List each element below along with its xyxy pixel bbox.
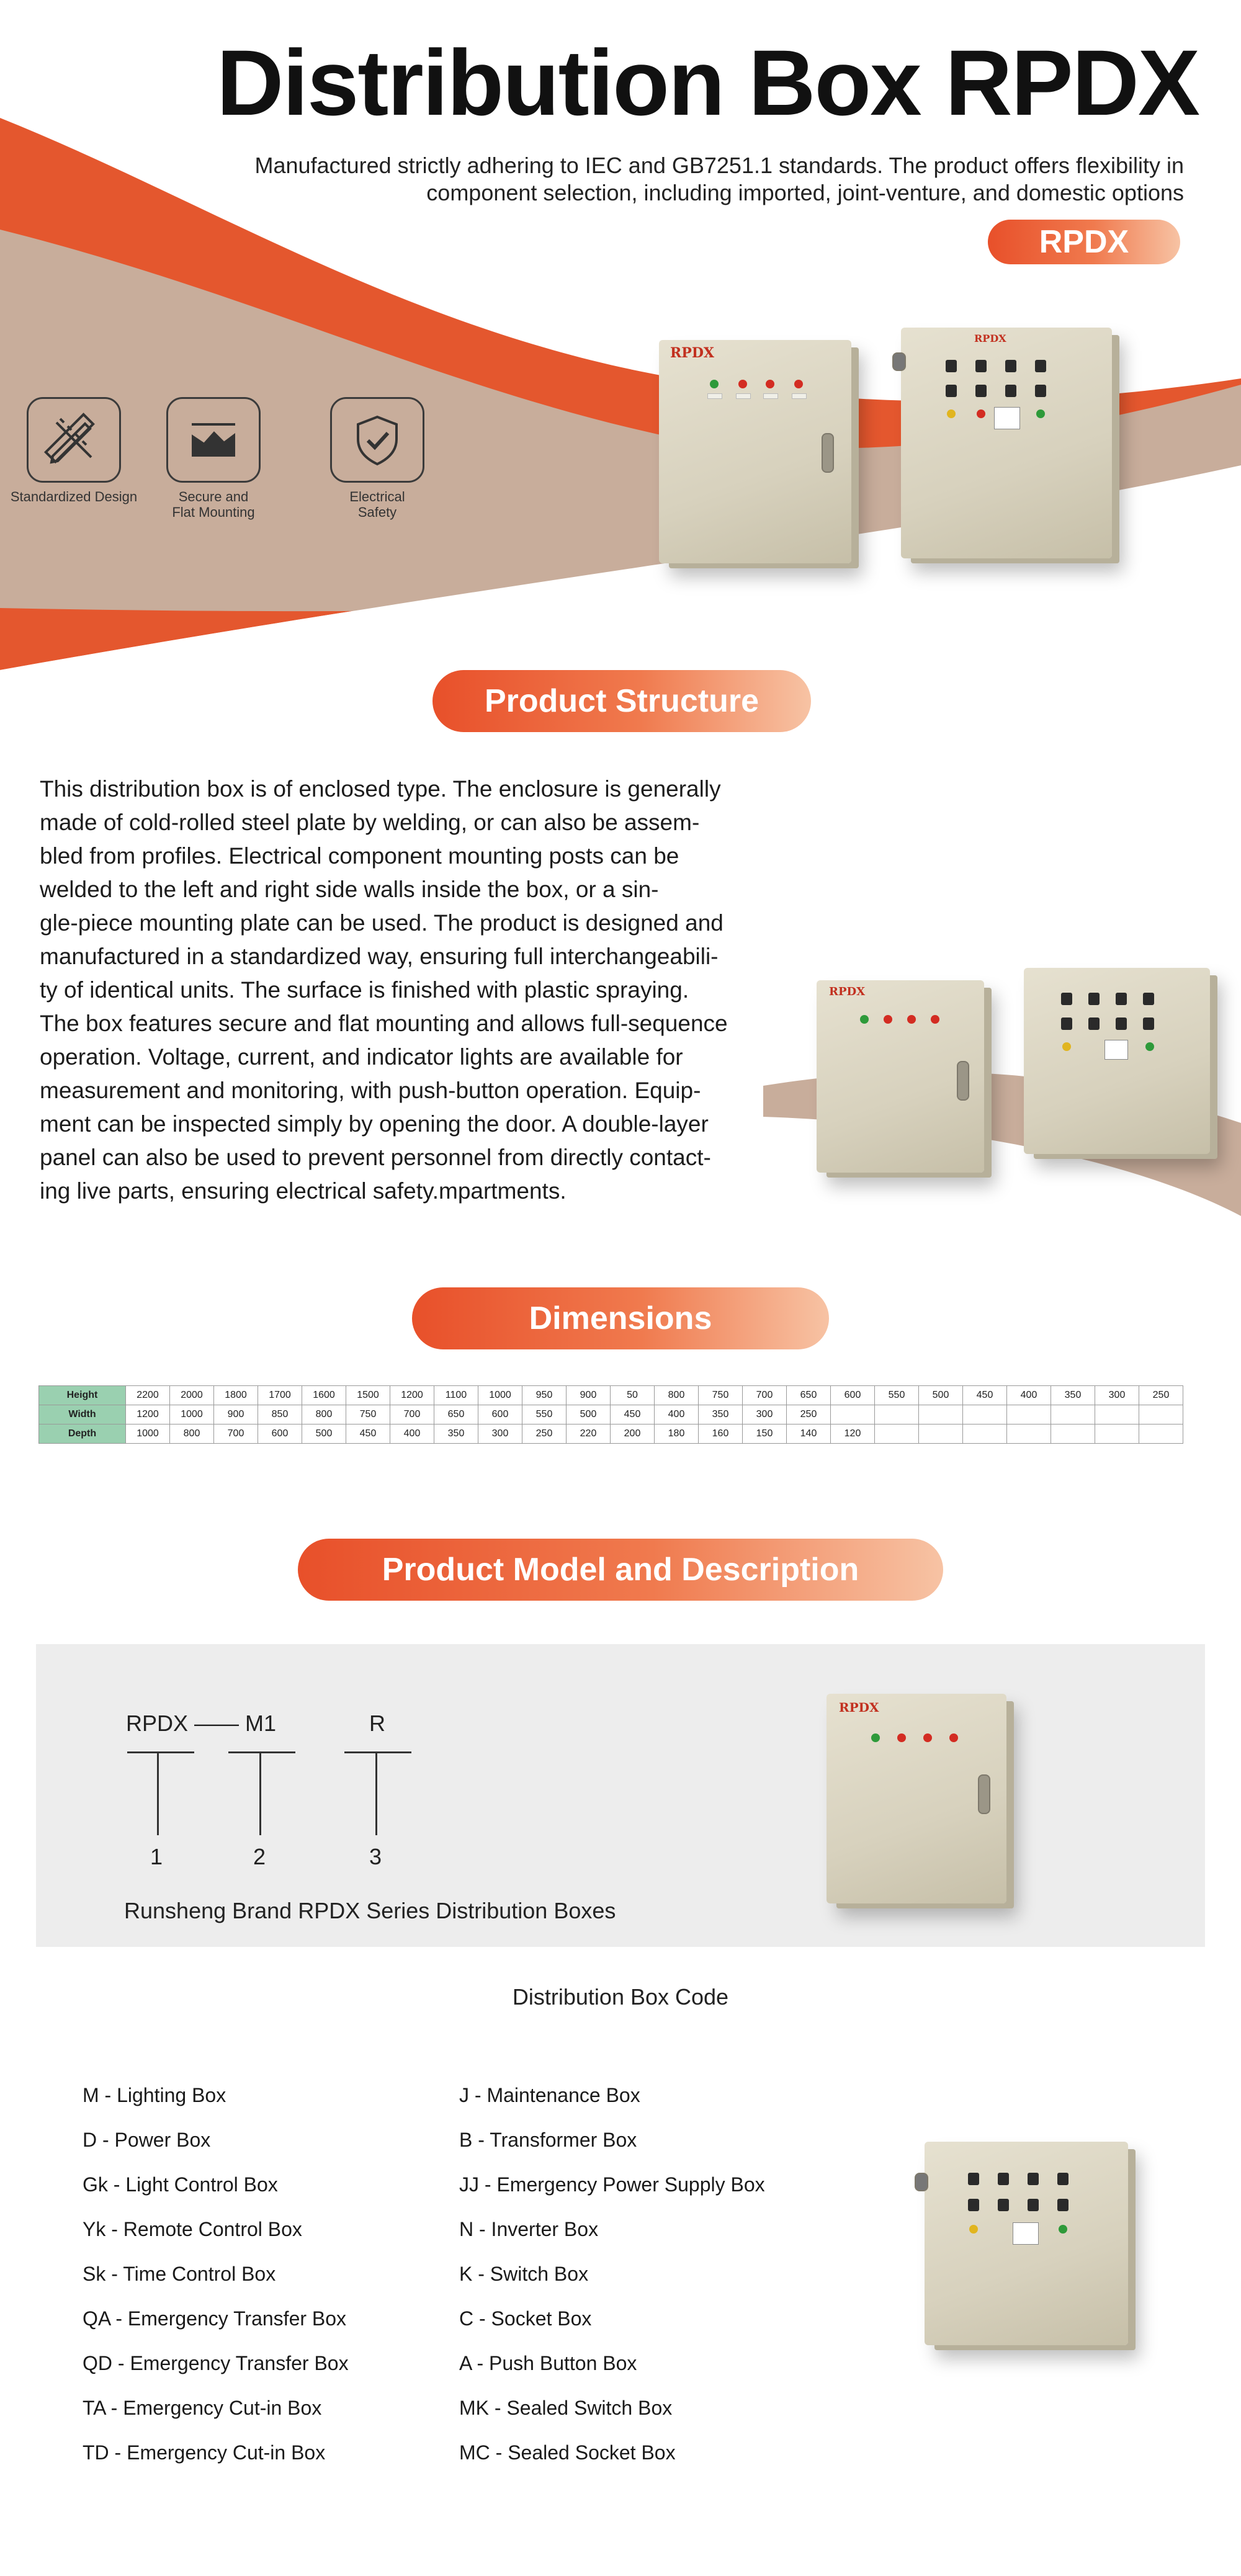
table-cell: 180	[655, 1424, 699, 1444]
table-cell: 400	[1007, 1386, 1051, 1405]
table-row	[39, 1386, 1183, 1405]
feature-electrical-safety	[306, 397, 449, 520]
table-cell: 1800	[214, 1386, 258, 1405]
code-item: MC - Sealed Socket Box	[459, 2441, 676, 2464]
table-cell: 220	[567, 1424, 611, 1444]
diagram-line	[375, 1751, 377, 1835]
distribution-box-image: RPDX	[817, 980, 984, 1173]
code-item: B - Transformer Box	[459, 2129, 637, 2151]
text-line: ty of identical units. The surface is finished with plastic spraying.	[40, 977, 689, 1003]
table-cell: 400	[390, 1424, 434, 1444]
table-row	[39, 1424, 1183, 1444]
table-cell: 1200	[390, 1386, 434, 1405]
text-line: operation. Voltage, current, and indicator lights are available for	[40, 1044, 683, 1070]
text-line: gle-piece mounting plate can be used. The product is designed and	[40, 910, 724, 936]
text-line: ing live parts, ensuring electrical safety.mpartments.	[40, 1178, 567, 1204]
table-cell	[1051, 1424, 1095, 1444]
table-cell: 300	[478, 1424, 522, 1444]
row-header: Depth	[39, 1424, 126, 1444]
table-cell: 750	[346, 1405, 390, 1424]
table-cell: 450	[611, 1405, 655, 1424]
diagram-line	[259, 1751, 261, 1835]
table-cell: 550	[522, 1405, 567, 1424]
table-cell: 300	[743, 1405, 787, 1424]
table-cell: 1600	[302, 1386, 346, 1405]
table-cell	[1139, 1405, 1183, 1424]
page-subtitle: Manufactured strictly adhering to IEC and GB7251.1 standards. The product offers flexibility in component selection, including imported, joint-venture, and domestic options	[254, 153, 1184, 205]
table-cell	[963, 1405, 1007, 1424]
distribution-box-image	[659, 340, 851, 563]
series-caption: Runsheng Brand RPDX Series Distribution Boxes	[124, 1898, 616, 1923]
table-cell: 350	[1051, 1386, 1095, 1405]
code-item: C - Socket Box	[459, 2307, 592, 2330]
table-cell: 950	[522, 1386, 567, 1405]
model-code-prefix: RPDX —— M1	[126, 1711, 277, 1736]
table-cell: 1000	[170, 1405, 214, 1424]
feature-label: Secure and Flat Mounting	[172, 489, 255, 520]
table-cell	[919, 1424, 963, 1444]
table-cell	[875, 1405, 919, 1424]
code-list-title: Distribution Box Code	[512, 1984, 729, 2010]
table-cell: 900	[567, 1386, 611, 1405]
table-cell	[1007, 1424, 1051, 1444]
diagram-line	[228, 1751, 295, 1753]
code-item: D - Power Box	[83, 2129, 211, 2151]
table-cell: 350	[434, 1424, 478, 1444]
code-item: Yk - Remote Control Box	[83, 2218, 302, 2240]
text-line: measurement and monitoring, with push-button operation. Equip-	[40, 1078, 701, 1103]
table-cell: 850	[258, 1405, 302, 1424]
table-cell: 550	[875, 1386, 919, 1405]
code-item: JJ - Emergency Power Supply Box	[459, 2173, 765, 2196]
section-heading-dimensions: Dimensions	[412, 1287, 829, 1349]
text-line: The box features secure and flat mounting and allows full-sequence	[40, 1011, 728, 1036]
table-cell: 300	[1095, 1386, 1139, 1405]
table-cell: 200	[611, 1424, 655, 1444]
text-line: made of cold-rolled steel plate by welding, or can also be assem-	[40, 810, 700, 835]
ruler-pencil-icon	[27, 397, 121, 483]
table-cell	[1007, 1405, 1051, 1424]
table-cell	[1095, 1424, 1139, 1444]
table-cell: 250	[787, 1405, 831, 1424]
table-cell: 500	[302, 1424, 346, 1444]
row-header: Width	[39, 1405, 126, 1424]
table-cell: 1000	[478, 1386, 522, 1405]
code-item: N - Inverter Box	[459, 2218, 599, 2240]
table-cell: 700	[390, 1405, 434, 1424]
table-cell: 160	[699, 1424, 743, 1444]
mountain-icon	[166, 397, 261, 483]
feature-standardized-design	[2, 397, 145, 504]
table-cell	[1095, 1405, 1139, 1424]
feature-label: Electrical Safety	[349, 489, 405, 520]
table-cell: 500	[567, 1405, 611, 1424]
table-cell: 140	[787, 1424, 831, 1444]
table-cell: 50	[611, 1386, 655, 1405]
model-badge: RPDX	[988, 220, 1180, 264]
control-box-image	[925, 2142, 1128, 2345]
feature-secure-mounting	[142, 397, 285, 520]
code-item: MK - Sealed Switch Box	[459, 2397, 673, 2419]
table-cell: 350	[699, 1405, 743, 1424]
table-cell: 800	[655, 1386, 699, 1405]
table-cell: 250	[1139, 1386, 1183, 1405]
code-item: TA - Emergency Cut-in Box	[83, 2397, 322, 2419]
table-cell: 1000	[126, 1424, 170, 1444]
table-cell: 2000	[170, 1386, 214, 1405]
model-part-number: 2	[253, 1844, 266, 1869]
table-cell: 800	[170, 1424, 214, 1444]
code-item: M - Lighting Box	[83, 2084, 226, 2106]
table-cell: 750	[699, 1386, 743, 1405]
code-item: Sk - Time Control Box	[83, 2263, 276, 2285]
table-cell: 700	[214, 1424, 258, 1444]
text-line: panel can also be used to prevent personnel from directly contact-	[40, 1145, 711, 1170]
table-cell	[875, 1424, 919, 1444]
table-cell: 450	[346, 1424, 390, 1444]
feature-label: Standardized Design	[10, 489, 138, 504]
table-cell	[831, 1405, 875, 1424]
text-line: This distribution box is of enclosed type. The enclosure is generally	[40, 776, 721, 802]
shield-check-icon	[330, 397, 424, 483]
table-cell: 700	[743, 1386, 787, 1405]
model-code-suffix: R	[369, 1711, 385, 1736]
table-cell	[1051, 1405, 1095, 1424]
control-box-image: RPDX	[901, 328, 1112, 558]
diagram-line	[344, 1751, 411, 1753]
model-part-number: 1	[150, 1844, 163, 1869]
diagram-line	[127, 1751, 194, 1753]
code-item: J - Maintenance Box	[459, 2084, 640, 2106]
table-cell: 600	[478, 1405, 522, 1424]
table-cell: 250	[522, 1424, 567, 1444]
text-line: welded to the left and right side walls inside the box, or a sin-	[40, 877, 659, 902]
code-item: A - Push Button Box	[459, 2352, 637, 2374]
table-cell: 900	[214, 1405, 258, 1424]
table-cell: 600	[258, 1424, 302, 1444]
table-cell: 1200	[126, 1405, 170, 1424]
table-cell	[919, 1405, 963, 1424]
box-brand: RPDX	[670, 345, 714, 361]
table-cell: 400	[655, 1405, 699, 1424]
page-title: Distribution Box RPDX	[216, 30, 1199, 135]
table-cell: 650	[787, 1386, 831, 1405]
table-cell: 1100	[434, 1386, 478, 1405]
section-heading-product-structure: Product Structure	[432, 670, 811, 732]
text-line: manufactured in a standardized way, ensuring full interchangeabili-	[40, 944, 719, 969]
table-cell: 2200	[126, 1386, 170, 1405]
table-cell: 500	[919, 1386, 963, 1405]
table-cell: 650	[434, 1405, 478, 1424]
distribution-box-image: RPDX	[827, 1694, 1006, 1903]
row-header: Height	[39, 1386, 126, 1405]
diagram-line	[157, 1751, 159, 1835]
product-structure-text	[40, 772, 744, 1208]
table-cell: 120	[831, 1424, 875, 1444]
text-line: bled from profiles. Electrical component mounting posts can be	[40, 843, 679, 869]
table-cell: 150	[743, 1424, 787, 1444]
code-item: QA - Emergency Transfer Box	[83, 2307, 347, 2330]
table-cell: 600	[831, 1386, 875, 1405]
code-item: K - Switch Box	[459, 2263, 589, 2285]
section-heading-product-model: Product Model and Description	[298, 1539, 943, 1601]
table-cell: 800	[302, 1405, 346, 1424]
table-cell: 1500	[346, 1386, 390, 1405]
table-cell	[963, 1424, 1007, 1444]
control-box-image	[1024, 968, 1210, 1154]
dimensions-table	[38, 1385, 1183, 1444]
code-item: QD - Emergency Transfer Box	[83, 2352, 349, 2374]
table-cell	[1139, 1424, 1183, 1444]
code-item: TD - Emergency Cut-in Box	[83, 2441, 326, 2464]
code-item: Gk - Light Control Box	[83, 2173, 278, 2196]
table-cell: 450	[963, 1386, 1007, 1405]
text-line: ment can be inspected simply by opening the door. A double-layer	[40, 1111, 709, 1137]
model-part-number: 3	[369, 1844, 382, 1869]
table-cell: 1700	[258, 1386, 302, 1405]
table-row	[39, 1405, 1183, 1424]
